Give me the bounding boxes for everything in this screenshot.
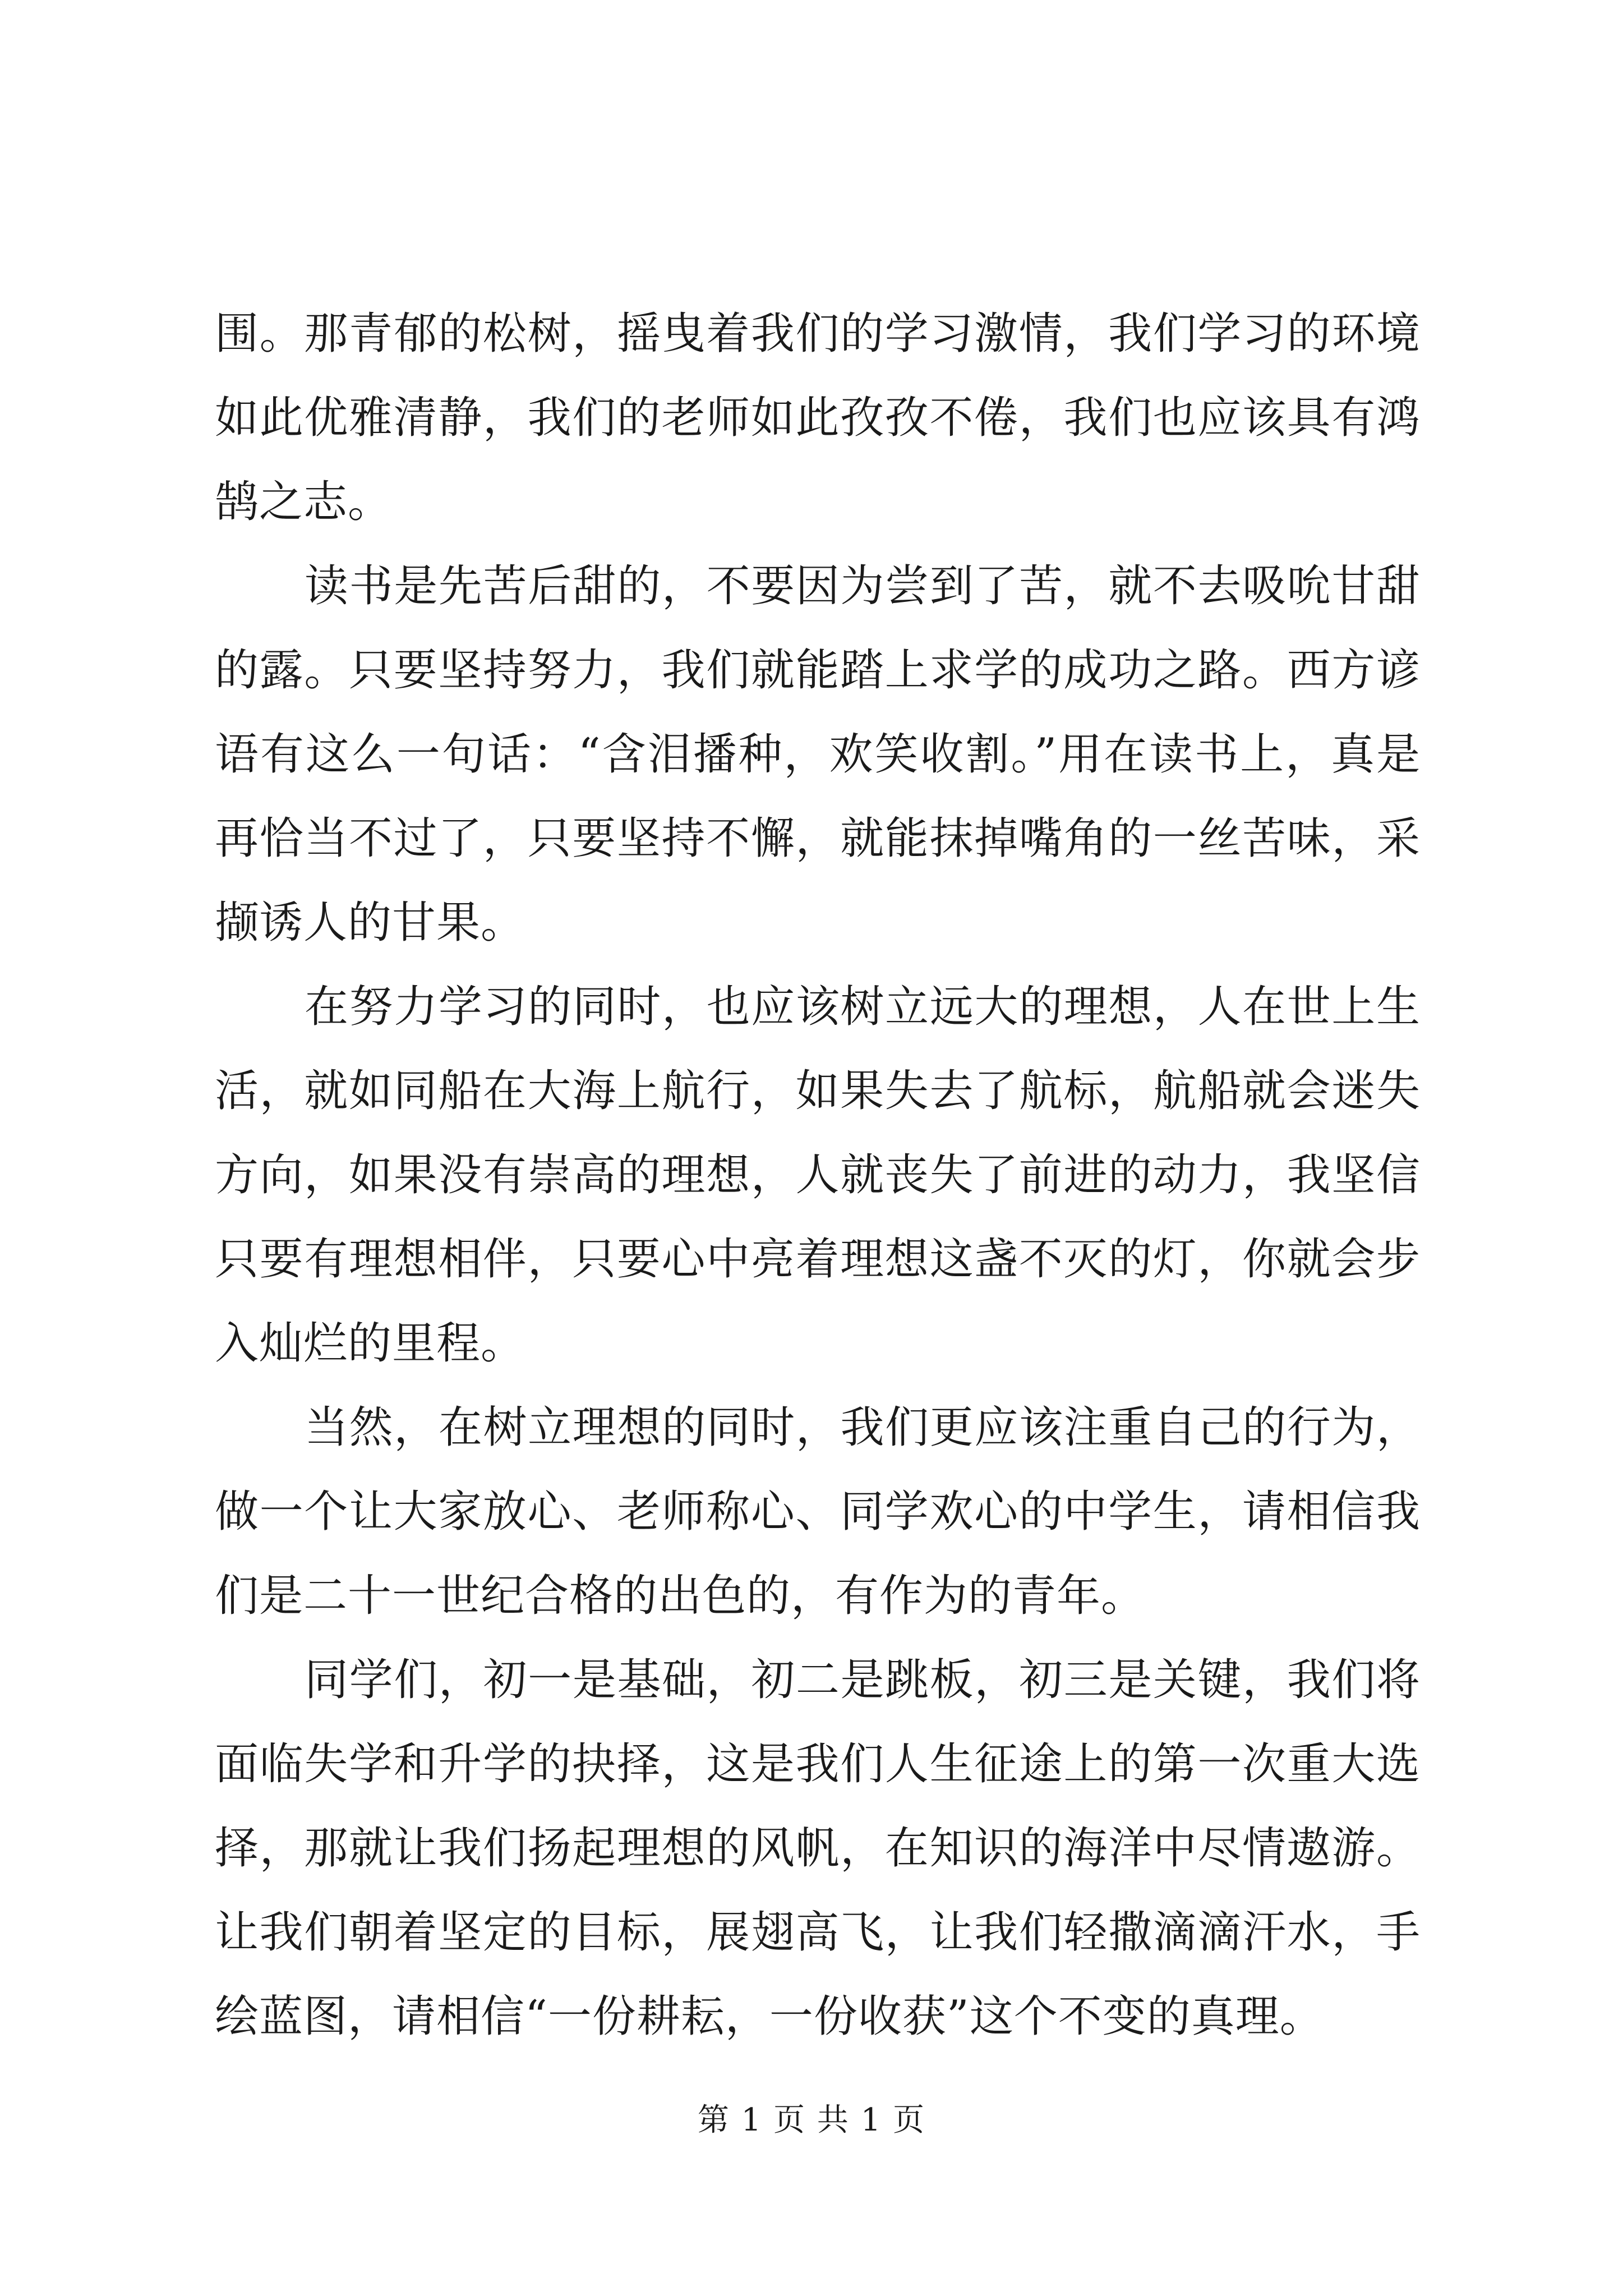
paragraph-behavior: 当然，在树立理想的同时，我们更应该注重自己的行为，做一个让大家放心、老师称心、同学欢心的中学生，请相信我们是二十一世纪合格的出色的，有作为的青年。 [215, 1402, 1421, 1621]
paragraph-classmates: 同学们，初一是基础，初二是跳板，初三是关键，我们将面临失学和升学的抉择，这是我们人生征途上的第一次重大选择，那就让我们扬起理想的风帆，在知识的海洋中尽情遨游。让我们朝着坚定的目标，展翅高飞，让我们轻撒滴滴汗水，手绘蓝图，请相信“一份耕耘，一份收获”这个不变的真理。 [215, 1655, 1421, 2042]
document-body [215, 292, 1421, 2059]
paragraph-continued: 围。那青郁的松树，摇曳着我们的学习激情，我们学习的环境如此优雅清静，我们的老师如此孜孜不倦，我们也应该具有鸿鹄之志。 [215, 309, 1421, 527]
paragraph-ideals: 在努力学习的同时，也应该树立远大的理想，人在世上生活，就如同船在大海上航行，如果失去了航标，航船就会迷失方向，如果没有崇高的理想，人就丧失了前进的动力，我坚信只要有理想相伴，只要心中亮着理想这盏不灭的灯，你就会步入灿烂的里程。 [215, 982, 1421, 1369]
page-footer: 第 1 页 共 1 页 [697, 2102, 926, 2138]
paragraph-reading: 读书是先苦后甜的，不要因为尝到了苦，就不去吸吮甘甜的露。只要坚持努力，我们就能踏上求学的成功之路。西方谚语有这么一句话：“含泪播种，欢笑收割。”用在读书上，真是再恰当不过了，只要坚持不懈，就能抹掉嘴角的一丝苦味，采撷诱人的甘果。 [215, 561, 1421, 948]
